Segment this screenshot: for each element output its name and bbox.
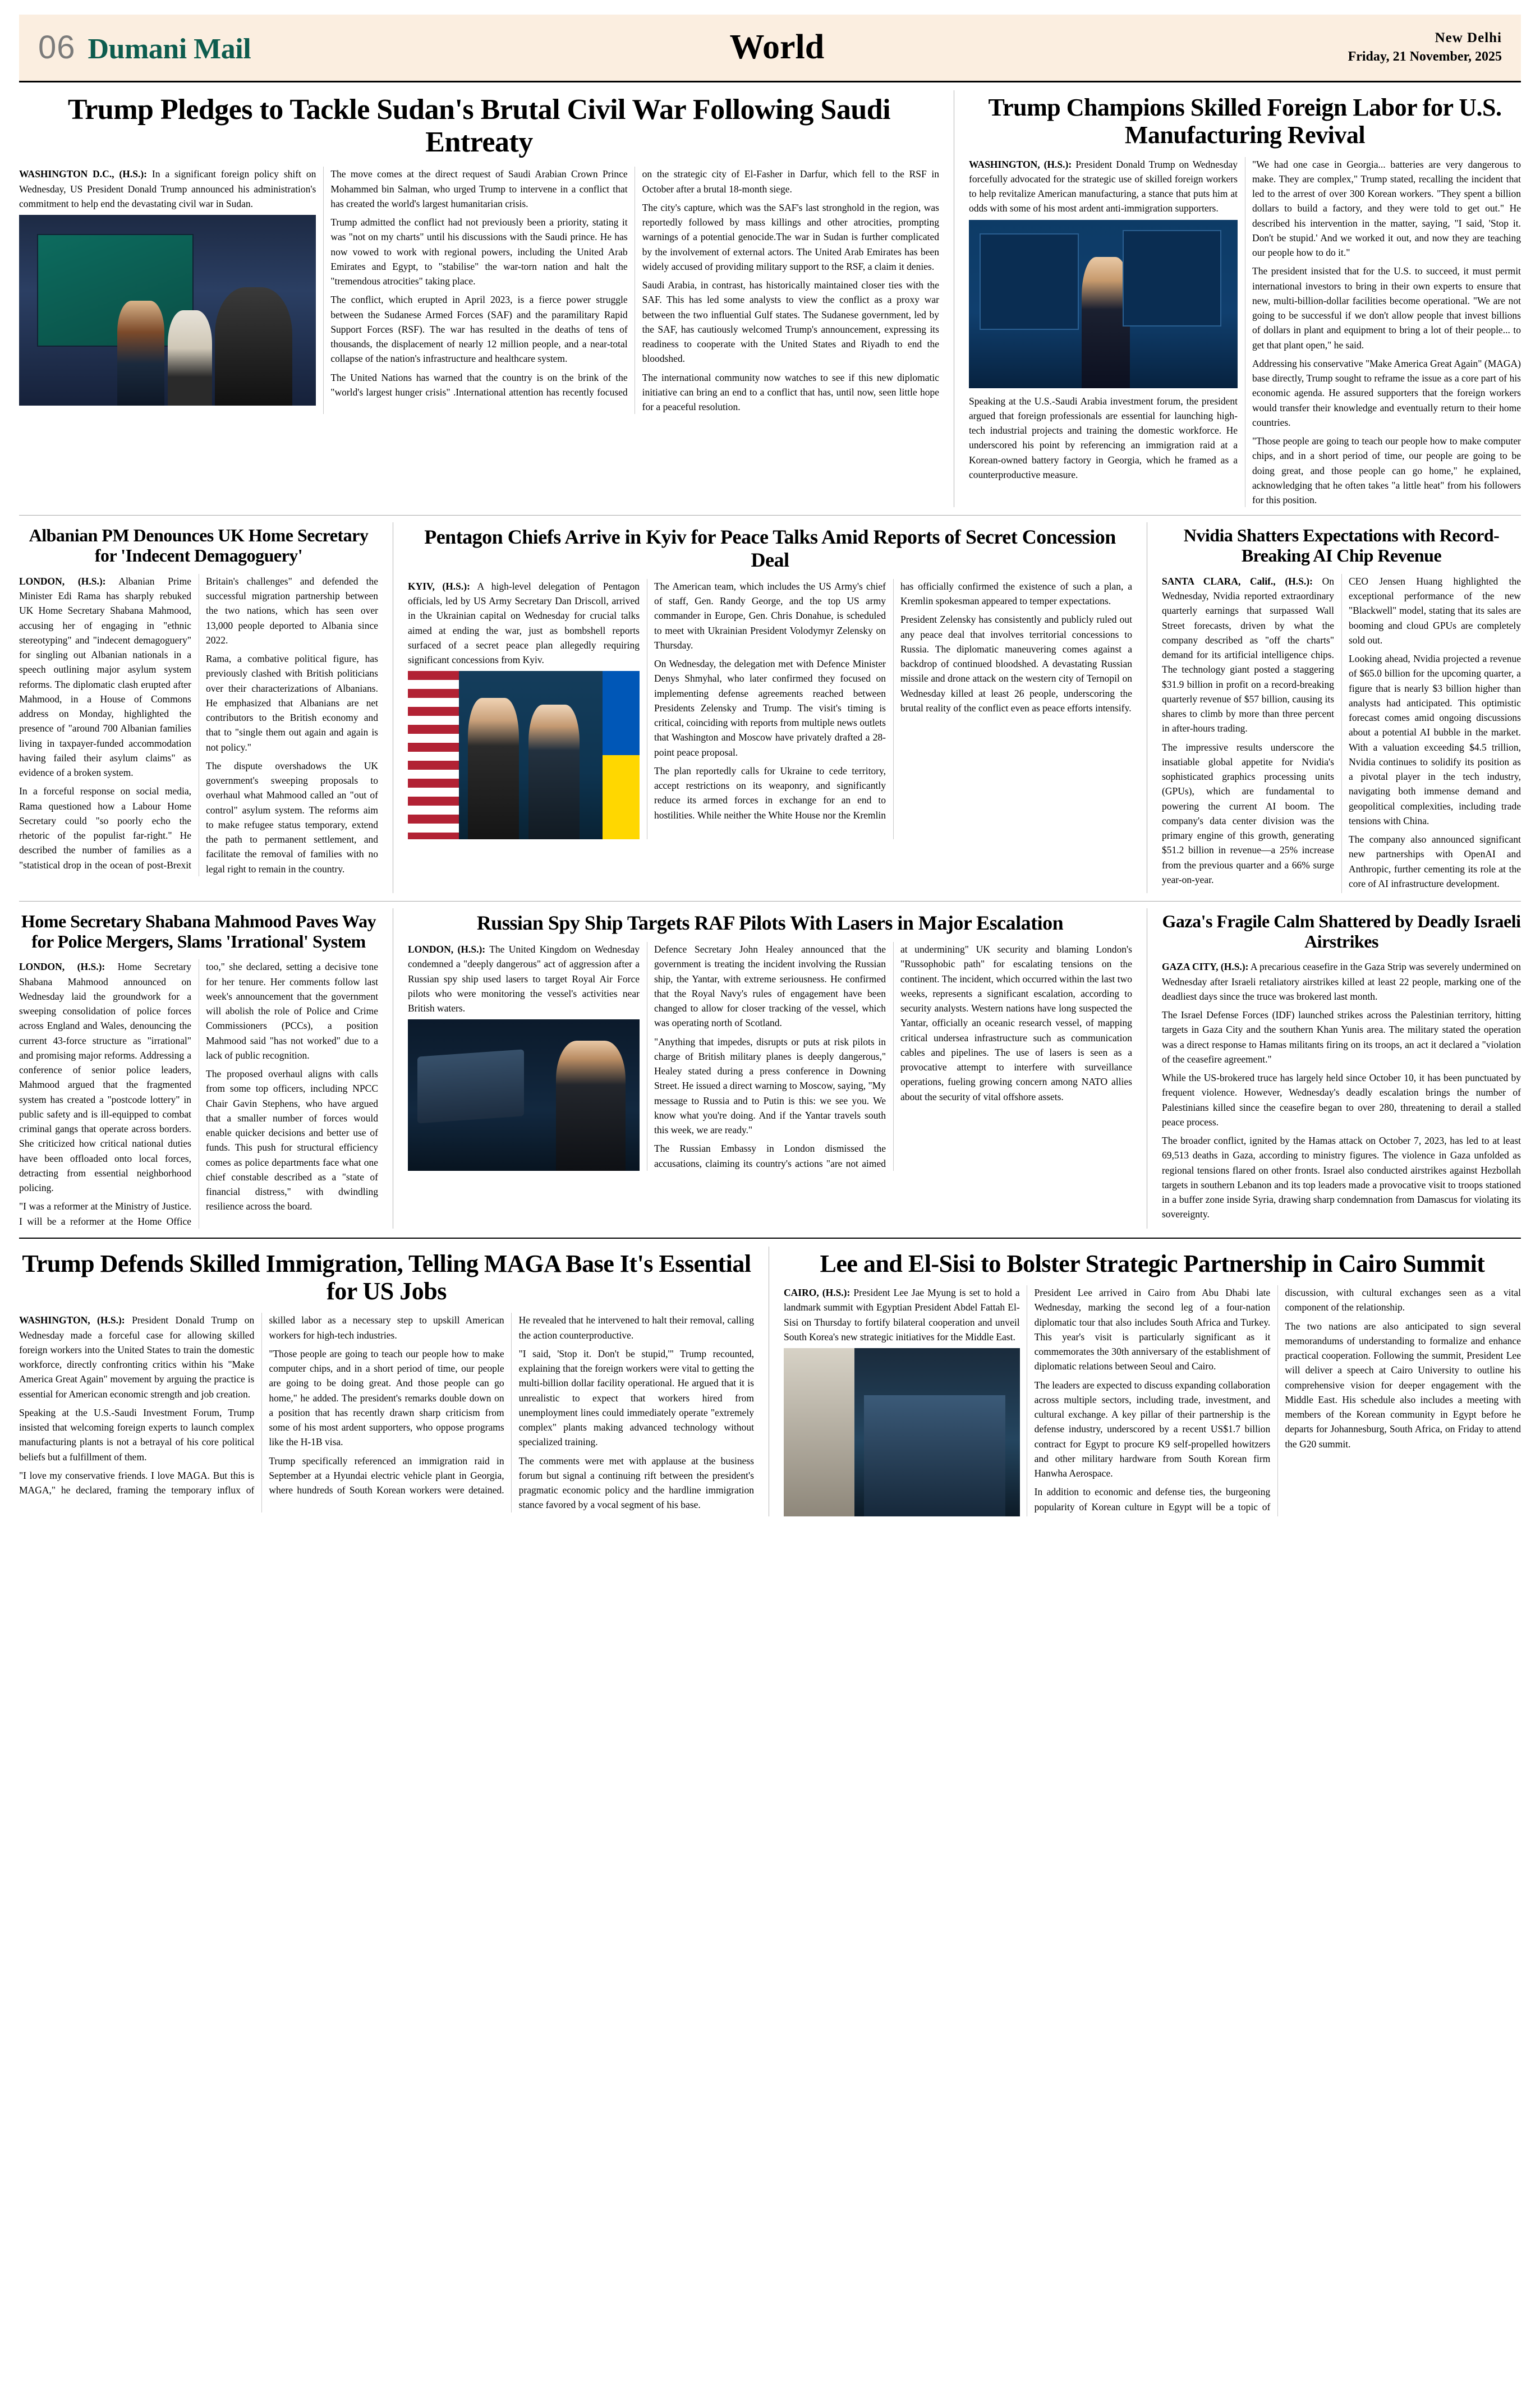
pentagon-para-4: President Zelensky has consistently and publicly ruled out any peace deal that involves territorial concessions to Russia. The diplomatic maneuvering comes against a backdrop of continued bloodshed. A devastating Russian missile and drone attack on the western city of Ternopil on Wednesday killed at least 26 people, underscoring the brutal reality of the conflict even as peace efforts intensify. [900,614,1132,714]
albania-para-2: Rama, a combative political figure, has previously clashed with British politicians over their characterizations of Albanians. He emphasized that Albanians are net contributors to the British economy and that to "single them out again and again is not policy." [206,653,378,753]
cairo-figure [784,1348,1020,1516]
page-number: 06 [38,29,76,66]
police-columns [19,959,378,1229]
police-para-0: LONDON, (H.S.): Home Secretary Shabana Mahmood announced on Wednesday laid the groundwork for a sweeping consolidation of police forces across England and Wales, denouncing the current 43-force structure as "irrational" and promising major reforms. Addressing a conference of senior police leaders, Mahmood argued that the fragmented system has created a "postcode lottery" in public safety and is ill-equipped to combat criminal gangs that operate across borders. She criticized how critical national duties have been offloaded onto local forces, detracting from essential neighborhood policing. [19,961,191,1194]
spy-ship-columns [408,942,1132,1171]
edition-date: Friday, 21 November, 2025 [1348,49,1502,64]
article-police-mergers [19,908,378,1229]
maga-para-3: "Those people are going to teach our people how to make computer chips, and in a short period of time, our people are going to be doing great. And those people can go home," he added. The president's remarks double down on a position that has recently drawn sharp criticism from some of his most ardent supporters, who oppose programs like the H-1B visa. [269,1348,504,1448]
maga-para-4: Trump specifically referenced an immigration raid in September at a Hyundai electric vehicle plant in Georgia, where hundreds of South Korean workers were detained. He revealed that he intervened to halt their removal, calling the action counterproductive. [269,1314,754,1496]
gaza-para-3: The broader conflict, ignited by the Hamas attack on October 7, 2023, has led to at least 69,513 deaths in Gaza, according to ministry figures. The violence in Gaza unfolded as regional tensions flared on other fronts. Israel also conducted airstrikes against Hezbollah targets in southern Lebanon and its top leaders made a provocative visit to troops stationed in a buffer zone inside Syria, drawing sharp condemnation from Damascus for violating its sovereignty. [1162,1135,1521,1220]
article-albania [19,522,378,893]
headline-spy-ship: Russian Spy Ship Targets RAF Pilots With Lasers in Major Escalation [476,911,1064,934]
band-third [19,908,1521,1229]
gaza-para-2: While the US-brokered truce has largely held since October 10, it has been punctuated by frequent violence. However, Wednesday's deadly escalation brings the number of Palestinians killed since the ceasefire began to over 280, threatening to derail a stalled peace process. [1162,1072,1521,1128]
page-content [19,82,1521,1516]
headline-maga-immigration: Trump Defends Skilled Immigration, Telling MAGA Base It's Essential for US Jobs [22,1249,751,1305]
cairo-para-4: The two nations are also anticipated to sign several memorandums of understanding to formalize and enhance practical cooperation. Following the summit, President Lee will deliver a speech at Cairo University to outline his comprehensive vision for deeper engagement with the Middle East. His schedule also includes a meeting with members of the Korean community in Egypt before he departs for Johannesburg, South Africa, on Friday to attend the G20 summit. [1285,1320,1521,1450]
maga-columns [19,1313,754,1512]
maga-para-2: "I love my conservative friends. I love MAGA. But this is MAGA," he declared, framing the temporary influx of skilled labor as a necessary step to upskill American workers for high-tech industries. [19,1314,504,1496]
pentagon-para-1: The American team, which includes the US Army's chief of staff, Gen. Randy George, and the top US army commander in Europe, Gen. Chris Donahue, is scheduled to meet with Ukrainian President Volodymyr Zelensky on Thursday. [654,580,886,651]
spy-para-0: LONDON, (H.S.): The United Kingdom on Wednesday condemned a "deeply dangerous" act of aggression after a Russian spy ship used lasers to target Royal Air Force pilots who were monitoring the vessel's activities near British waters. [408,944,640,1014]
skilled-para-1: Speaking at the U.S.-Saudi Arabia investment forum, the president argued that foreign professionals are essential for launching high-tech industrial projects and training the domestic workforce. He underscored his point by referencing an immigration raid at a Korean-owned battery factory in Georgia, which he framed as a counterproductive measure. [969,395,1238,480]
skilled-labor-columns [969,157,1521,508]
sudan-para-6: Saudi Arabia, in contrast, has historically maintained closer ties with the SAF. This has led some analysts to view the conflict as a proxy war between the two influential Gulf states. The Sudanese government, led by the SAF, has cautiously welcomed Trump's announcement, expressing its readiness to cooperate with the United States and Riyadh to end the bloodshed. [642,279,939,365]
headline-albania: Albanian PM Denounces UK Home Secretary for 'Indecent Demagoguery' [29,525,369,566]
section-title: World [729,27,825,66]
nvidia-para-2: CEO Jensen Huang highlighted the exceptional performance of the new "Blackwell" model, stating that its sales are booming and cloud GPUs are completely sold out. [1349,575,1521,646]
headline-skilled-labor: Trump Champions Skilled Foreign Labor for U.S. Manufacturing Revival [988,94,1502,149]
pentagon-para-2: On Wednesday, the delegation met with Defence Minister Denys Shmyhal, who later confirmed they focused on implementing defense agreements reached between Presidents Zelensky and Trump. The visit's timing is critical, coinciding with reports from multiple news outlets that Washington and Moscow have privately drafted a 28-point peace proposal. [654,658,886,758]
headline-cairo-summit: Lee and El-Sisi to Bolster Strategic Partnership in Cairo Summit [820,1249,1485,1277]
headline-police-mergers: Home Secretary Shabana Mahmood Paves Way for Police Mergers, Slams 'Irrational' System [21,911,376,951]
band-top [19,90,1521,507]
police-para-2: The proposed overhaul aligns with calls from some top officers, including NPCC Chair Gavin Stephens, who have argued that a smaller number of forces would enable quicker decisions and better use of funds. This push for structural efficiency comes as police departments face what one chief constable described as a "state of financial distress," with dwindling resilience across the board. [206,1068,378,1212]
masthead [19,15,1521,81]
albania-para-3: The dispute overshadows the UK government's sweeping proposals to overhaul what Mahmood called an "out of control" asylum system. The reforms aim to make refugee status temporary, extend the path to permanent settlement, and facilitate the removal of families with no legal right to remain in the country. [206,760,378,875]
albania-para-0: LONDON, (H.S.): Albanian Prime Minister Edi Rama has sharply rebuked UK Home Secretary Shabana Mahmood, accusing her of engaging in "ethnic stereotyping" and "indecent demagoguery" for singling out Albanian nationals in a speech outlining major asylum system reforms. The diplomatic clash erupted after Mahmood, in a House of Commons address on Monday, highlighted the presence of "around 700 Albanian families living in taxpayer-funded accommodation having failed their asylum claims" as evidence of a broken system. [19,575,191,779]
divider-horizontal-3 [19,1238,1521,1239]
pentagon-para-0: KYIV, (H.S.): A high-level delegation of Pentagon officials, led by US Army Secretary Dan Driscoll, arrived in the Ukrainian capital on Wednesday for crucial talks aimed at ending the war, just as bombshell reports surfaced of a secret peace plan allegedly requiring significant concessions from Kyiv. [408,580,640,666]
gaza-para-0: GAZA CITY, (H.S.): A precarious ceasefire in the Gaza Strip was severely undermined on Wednesday after Israeli retaliatory airstrikes killed at least 22 people, marking one of the deadliest days since the truce was brokered last month. [1162,961,1521,1002]
headline-pentagon-kyiv: Pentagon Chiefs Arrive in Kyiv for Peace Talks Amid Reports of Secret Concession Deal [424,526,1116,571]
spy-para-2: "Anything that impedes, disrupts or puts at risk pilots in charge of British military planes is deeply dangerous," Healey stated during a press conference in Downing Street. He issued a direct warning to Moscow, saying, "My message to Russia and to Putin is this: we see you. We know what you're doing. And if the Yantar travels south this week, we are ready." [654,1036,886,1135]
sudan-para-7: The international community now watches to see if this new diplomatic initiative can bring an end to a conflict that has, until now, seen little hope for a peaceful resolution. [642,371,939,413]
trump-saudi-press-conference-photo [19,215,316,406]
article-gaza [1162,908,1521,1229]
article-nvidia [1162,522,1521,893]
sudan-para-4: The United Nations has warned that the country is on the brink of the "world's largest hunger crisis" .International attention has recently focused on the strategic city of El-Fasher in Darfur, which fell to the RSF in October after a brutal 18-month siege. [330,168,939,398]
pentagon-columns [408,579,1132,840]
albania-para-1: In a forceful response on social media, Rama questioned how a Labour Home Secretary could "so poorly echo the rhetoric of the populist far-right." He described the number of families as a "statistical drop in the ocean of post-Brexit Britain's challenges" and defended the successful migration partnership between the two nations, which has seen over 13,000 people deported to Albania since 2022. [19,575,378,871]
skilled-para-0: WASHINGTON, (H.S.): President Donald Trump on Wednesday forcefully advocated for the strategic use of skilled foreign workers to help revitalize American manufacturing, a stance that puts him at odds with some of his most ardent anti-immigration supporters. [969,158,1238,214]
article-skilled-labor [969,90,1521,507]
uk-defence-secretary-briefing-photo [408,1019,640,1171]
police-para-1: "I was a reformer at the Ministry of Justice. I will be a reformer at the Home Office too," she declared, setting a decisive tone for her tenure. Her comments follow last week's announcement that the government will abolish the role of Police and Crime Commissioners (PCCs), a position Mahmood said "has not worked" due to a lack of public recognition. [19,961,378,1227]
maga-para-6: The comments were met with applause at the business forum but signal a continuing rift between the president's pragmatic economic policy and the hardline immigration stance favored by a vocal segment of his base. [518,1455,754,1511]
skilled-para-5: "Those people are going to teach our people how to make computer chips, and in a short period of time, our people are going to be doing great, and those people can go home," he explained, acknowledging that he often takes "a little heat" from his followers for this position. [1252,435,1521,506]
nvidia-para-1: The impressive results underscore the insatiable global appetite for Nvidia's sophisticated graphics processing units (GPUs), which are fundamental to powering the current AI boom. The company's data center division was the primary engine of this growth, generating $51.2 billion in revenue—a 25% increase from the previous quarter and a 66% surge year-on-year. [1162,741,1334,885]
albania-columns [19,574,378,876]
sudan-para-0: WASHINGTON D.C., (H.S.): In a significant foreign policy shift on Wednesday, US President Donald Trump announced his administration's commitment to help end the devastating civil war in Sudan. [19,168,316,209]
cairo-para-0: CAIRO, (H.S.): President Lee Jae Myung is set to hold a landmark summit with Egyptian President Abdel Fattah El-Sisi on Thursday to fortify bilateral cooperation and unveil South Korea's new strategic initiatives for the Middle East. [784,1287,1020,1342]
skilled-labor-figure [969,220,1238,388]
sudan-columns [19,167,939,414]
sudan-para-1: The move comes at the direct request of Saudi Arabian Crown Prince Mohammed bin Salman, who urged Trump to intervene in a conflict that has created the world's largest humanitarian crisis. [330,168,628,209]
nvidia-para-0: SANTA CLARA, Calif., (H.S.): On Wednesday, Nvidia reported extraordinary quarterly earnings that surpassed Wall Street forecasts, driven by what the company described as "off the charts" demand for its artificial intelligence chips. The technology giant posted a staggering $31.9 billion in profit on a record-breaking quarterly revenue of $57 billion, causing its shares to climb by more than three percent in after-hours trading. [1162,575,1334,734]
cairo-columns [784,1285,1521,1516]
cairo-para-2: The leaders are expected to discuss expanding collaboration across multiple sectors, including trade, investment, and cultural exchange. A key pillar of their partnership is the defense industry, underscored by a recent US$1.7 billion contract for Egypt to procure K9 self-propelled howitzers and other military hardware from South Korean firm Hanwha Aerospace. [1034,1379,1271,1479]
skilled-para-4: Addressing his conservative "Make America Great Again" (MAGA) base directly, Trump sought to reframe the issue as a core part of his economic agenda. He assured supporters that the foreign workers would transfer their knowledge and eventually return to their home countries. [1252,357,1521,428]
gaza-column [1162,959,1521,1221]
pentagon-para-3: The plan reportedly calls for Ukraine to cede territory, accept restrictions on its weaponry, and significantly reduce its armed forces in exchange for an end to hostilities. While neither the White House nor the Kremlin has officially confirmed the existence of such a plan, a Kremlin spokesman appeared to temper expectations. [654,580,1132,821]
skilled-para-3: The president insisted that for the U.S. to succeed, it must permit international investors to bring in their own experts to ensure that new, multi-billion-dollar facilities become operational. "We are not going to be successful if we don't allow people that invest billions of dollars in plant and equipment to bring a lot of their people... to get that plant open," he said. [1252,265,1521,351]
cairo-para-3: In addition to economic and defense ties, the burgeoning popularity of Korean culture in Egypt will be a topic of discussion, with cultural exchanges seen as a vital component of the relationship. [1034,1287,1521,1512]
article-cairo-summit [784,1247,1521,1516]
spy-para-3: The Russian Embassy in London dismissed the accusations, claiming its country's actions "are not aimed at undermining" UK security and blaming London's "Russophobic path" for escalating tensions on the continent. The incident, which occurred within the last two weeks, represents a significant escalation, according to security analysts. Western nations have long suspected the Yantar, officially an oceanic research vessel, of mapping critical undersea infrastructure such as communication cables and pipelines. The use of lasers is seen as a provocative attempt to interfere with surveillance operations, fueling growing concern among NATO allies about the security of vital offshore assets. [654,944,1132,1169]
gaza-para-1: The Israel Defense Forces (IDF) launched strikes across the Palestinian territory, hitting targets in Gaza City and the southern Khan Yunis area. The military stated the operation was a direct response to Hamas militants firing on its troops, an act it declared a "violation of the ceasefire agreement." [1162,1009,1521,1065]
sudan-para-2: Trump admitted the conflict had not previously been a priority, stating it was "not on my charts" until his discussions with the Saudi prince. He has now vowed to work with regional powers, including the United Arab Emirates and Egypt, to "stabilise" the war-torn nation and halt the "tremendous atrocities" taking place. [330,217,628,287]
edition-city: New Delhi [1435,30,1502,45]
divider-horizontal-2 [19,901,1521,902]
nvidia-para-3: Looking ahead, Nvidia projected a revenue of $65.0 billion for the upcoming quarter, a figure that is nearly $3 billion higher than analysts had anticipated. This optimistic forecast comes amid ongoing discussions about a potential AI bubble in the market. With a valuation exceeding $4.5 trillion, Nvidia continues to solidify its position as a pivotal player in the tech industry, navigating both immense demand and geopolitical complexities, including trade tensions with China. [1349,653,1521,826]
article-pentagon-kyiv [408,522,1132,893]
maga-para-5: "I said, 'Stop it. Don't be stupid,'" Trump recounted, explaining that the foreign workers were vital to getting the multi-billion dollar facility operational. He argued that it is unrealistic to expect that workers hired from unemployment lines could immediately operate "extremely complex" plants making advanced technology without specialized training. [518,1348,754,1448]
spy-para-1: Defence Secretary John Healey announced that the government is treating the incident involving the Russian ship, the Yantar, with extreme seriousness. He confirmed that the Royal Navy's rules of engagement have been changed to allow for closer tracking of the vessel, which was operating north of Scotland. [654,944,886,1029]
divider-horizontal-1 [19,515,1521,516]
sudan-para-5: The city's capture, which was the SAF's last stronghold in the region, was reportedly followed by mass killings and other atrocities, prompting warnings of a potential genocide.The war in Sudan is further complicated by the involvement of external actors. The United Arab Emirates has been widely accused of providing military support to the RSF, a claim it denies. [642,201,939,272]
skilled-para-2: "We had one case in Georgia... batteries are very dangerous to make. They are complex," Trump stated, recalling the incident that led to the arrest of over 300 Korean workers. "They spent a billion dollars to build a factory, and they were told to get out." He described his intervention in the matter, saying, "I said, 'Stop it. Don't be stupid.' And we worked it out, and now they are teaching our people how to do it." [1252,158,1521,259]
band-middle [19,522,1521,893]
nvidia-columns [1162,574,1521,893]
band-bottom [19,1247,1521,1516]
spy-ship-figure [408,1019,640,1171]
headline-gaza: Gaza's Fragile Calm Shattered by Deadly Israeli Airstrikes [1162,911,1521,951]
cairo-para-1: President Lee arrived in Cairo from Abu Dhabi late Wednesday, marking the second leg of a four-nation diplomatic tour that also includes South Africa and Turkey. This year's visit is particularly significant as it commemorates the 30th anniversary of the establishment of diplomatic relations between Seoul and Cairo. [1034,1287,1271,1372]
paper-name: Dumani Mail [88,33,251,65]
pentagon-figure [408,671,640,839]
headline-sudan: Trump Pledges to Tackle Sudan's Brutal Civil War Following Saudi Entreaty [67,94,891,159]
us-ukraine-officials-handshake-photo [408,671,640,839]
lee-elsisi-delegation-summit-photo [784,1348,1020,1516]
maga-para-1: Speaking at the U.S.-Saudi Investment Forum, Trump insisted that welcoming foreign experts to launch complex manufacturing plants is not a betrayal of his core political beliefs but a fulfillment of them. [19,1406,255,1463]
nvidia-para-4: The company also announced significant new partnerships with OpenAI and Anthropic, further cementing its role at the core of AI infrastructure development. [1349,834,1521,889]
article-maga-immigration [19,1247,754,1516]
sudan-figure [19,215,316,406]
sudan-para-3: The conflict, which erupted in April 2023, is a fierce power struggle between the Sudanese Armed Forces (SAF) and the paramilitary Rapid Support Forces (RSF). The war has resulted in the deaths of tens of thousands, the displacement of nearly 12 million people, and a near-total collapse of the nation's infrastructure and healthcare system. [330,294,628,365]
masthead-right [1348,29,1502,66]
article-spy-ship [408,908,1132,1229]
maga-para-0: WASHINGTON, (H.S.): President Donald Trump on Wednesday made a forceful case for allowing skilled foreign workers into the United States to train the domestic workforce, directly confronting critics within his "Make America Great Again" movement by arguing the practice is essential for American economic strength and job creation. [19,1314,255,1400]
headline-nvidia: Nvidia Shatters Expectations with Record-Breaking AI Chip Revenue [1183,525,1500,566]
article-sudan [19,90,939,507]
masthead-left [38,29,251,66]
trump-investment-forum-podium-photo [969,220,1238,388]
